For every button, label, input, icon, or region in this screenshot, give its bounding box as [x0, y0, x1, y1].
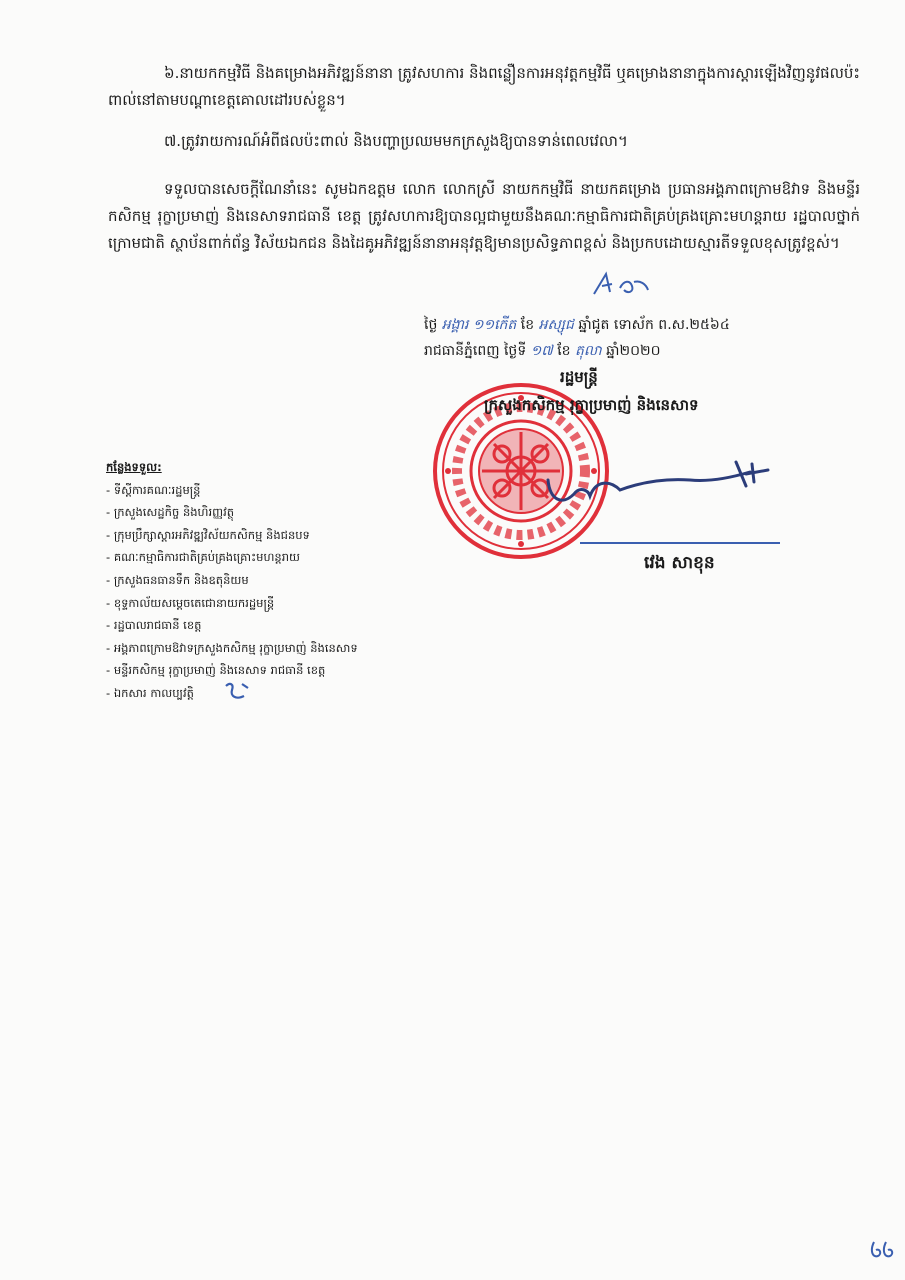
handwritten-mark — [222, 680, 252, 704]
item-6-paragraph: ៦.នាយកកម្មវិធី និងគម្រោងអភិវឌ្ឍន៍នានា ត្រូវសហការ និងពន្លឿនការអនុវត្តកម្មវិធី ឬគម្រោងនានាក្នុងការស្តារឡើងវិញនូវផលប៉ះពាល់នៅតាមបណ្តាខេត្តគោលដៅរបស់ខ្លួន។ — [108, 64, 860, 109]
year: ឆ្នាំ២០២០ — [606, 343, 661, 359]
minister-signature — [540, 450, 790, 530]
minister-title: រដ្ឋមន្ត្រី — [560, 368, 598, 386]
recipient-item: - រដ្ឋបាលរាជធានី ខេត្ត — [106, 614, 358, 637]
ministry-name: ក្រសួងកសិកម្ម រុក្ខាប្រមាញ់ និងនេសាទ — [484, 396, 699, 414]
signer-name: វេង សាខុន — [644, 553, 715, 573]
lunar-month-label: ខែ — [520, 317, 535, 333]
handwritten-initials — [590, 270, 652, 298]
recipient-item: - អង្គភាពក្រោមឱវាទក្រសួងកសិកម្ម រុក្ខាប្រមាញ់ និងនេសាទ — [106, 637, 358, 660]
item-7-paragraph: ៧.ត្រូវរាយការណ៍អំពីផលប៉ះពាល់ និងបញ្ហាប្រឈមមកក្រសួងឱ្យបានទាន់ពេលវេលា។ — [164, 132, 628, 150]
solar-date-line — [424, 338, 864, 364]
lunar-prefix: ថ្ងៃ — [424, 317, 438, 333]
day-handwritten: ១៧ — [530, 343, 553, 359]
recipient-item: - ទីស្តីការគណៈរដ្ឋមន្ត្រី — [106, 479, 358, 502]
recipient-item: - ក្រសួងធនធានទឹក និងឧតុនិយម — [106, 569, 358, 592]
handwritten-page-mark — [868, 1236, 894, 1262]
lunar-day-handwritten: អង្គារ ១១កើត — [441, 317, 517, 333]
signature-underline — [580, 542, 780, 544]
recipient-item: - ក្រុមប្រឹក្សាស្តារអភិវឌ្ឍវិស័យកសិកម្ម និងជនបទ — [106, 524, 358, 547]
recipient-item: - ក្រសួងសេដ្ឋកិច្ច និងហិរញ្ញវត្ថុ — [106, 501, 358, 524]
recipients-title: កន្លែងទទួល: — [106, 460, 162, 474]
lunar-year: ឆ្នាំជូត ទោស័ក ព.ស.២៥៦៤ — [578, 317, 730, 333]
recipients-list — [106, 456, 358, 705]
recipient-item: - គណៈកម្មាធិការជាតិគ្រប់គ្រងគ្រោះមហន្តរាយ — [106, 546, 358, 569]
recipient-item: - មន្ទីរកសិកម្ម រុក្ខាប្រមាញ់ និងនេសាទ រាជធានី ខេត្ត — [106, 659, 358, 682]
month-label: ខែ — [557, 343, 571, 359]
lunar-date-line — [424, 312, 864, 338]
recipient-item: - ឯកសារ កាលប្បវត្តិ — [106, 682, 358, 705]
month-handwritten: តុលា — [575, 343, 602, 359]
recipient-item: - ខុទ្ទកាល័យសម្តេចតេជោនាយករដ្ឋមន្ត្រី — [106, 592, 358, 615]
closing-paragraph: ទទួលបានសេចក្តីណែនាំនេះ សូមឯកឧត្តម លោក លោកស្រី នាយកកម្មវិធី នាយកគម្រោង ប្រធានអង្គភាពក្រោមឱវាទ និងមន្ទីរកសិកម្ម រុក្ខាប្រមាញ់ និងនេសាទរាជធានី ខេត្ត ត្រូវសហការឱ្យបានល្អជាមួយនឹងគណៈកម្មាធិការជាតិគ្រប់គ្រងគ្រោះមហន្តរាយ រដ្ឋបាលថ្នាក់ក្រោមជាតិ ស្ថាប័នពាក់ព័ន្ធ វិស័យឯកជន និងដៃគូអភិវឌ្ឍន៍នានាអនុវត្តឱ្យមានប្រសិទ្ធភាពខ្ពស់ និងប្រកបដោយស្មារតីទទួលខុសត្រូវខ្ពស់។ — [108, 180, 860, 252]
place-prefix: រាជធានីភ្នំពេញ ថ្ងៃទី — [424, 343, 527, 359]
lunar-month-handwritten: អស្សុជ — [538, 317, 574, 333]
date-block — [424, 312, 864, 364]
